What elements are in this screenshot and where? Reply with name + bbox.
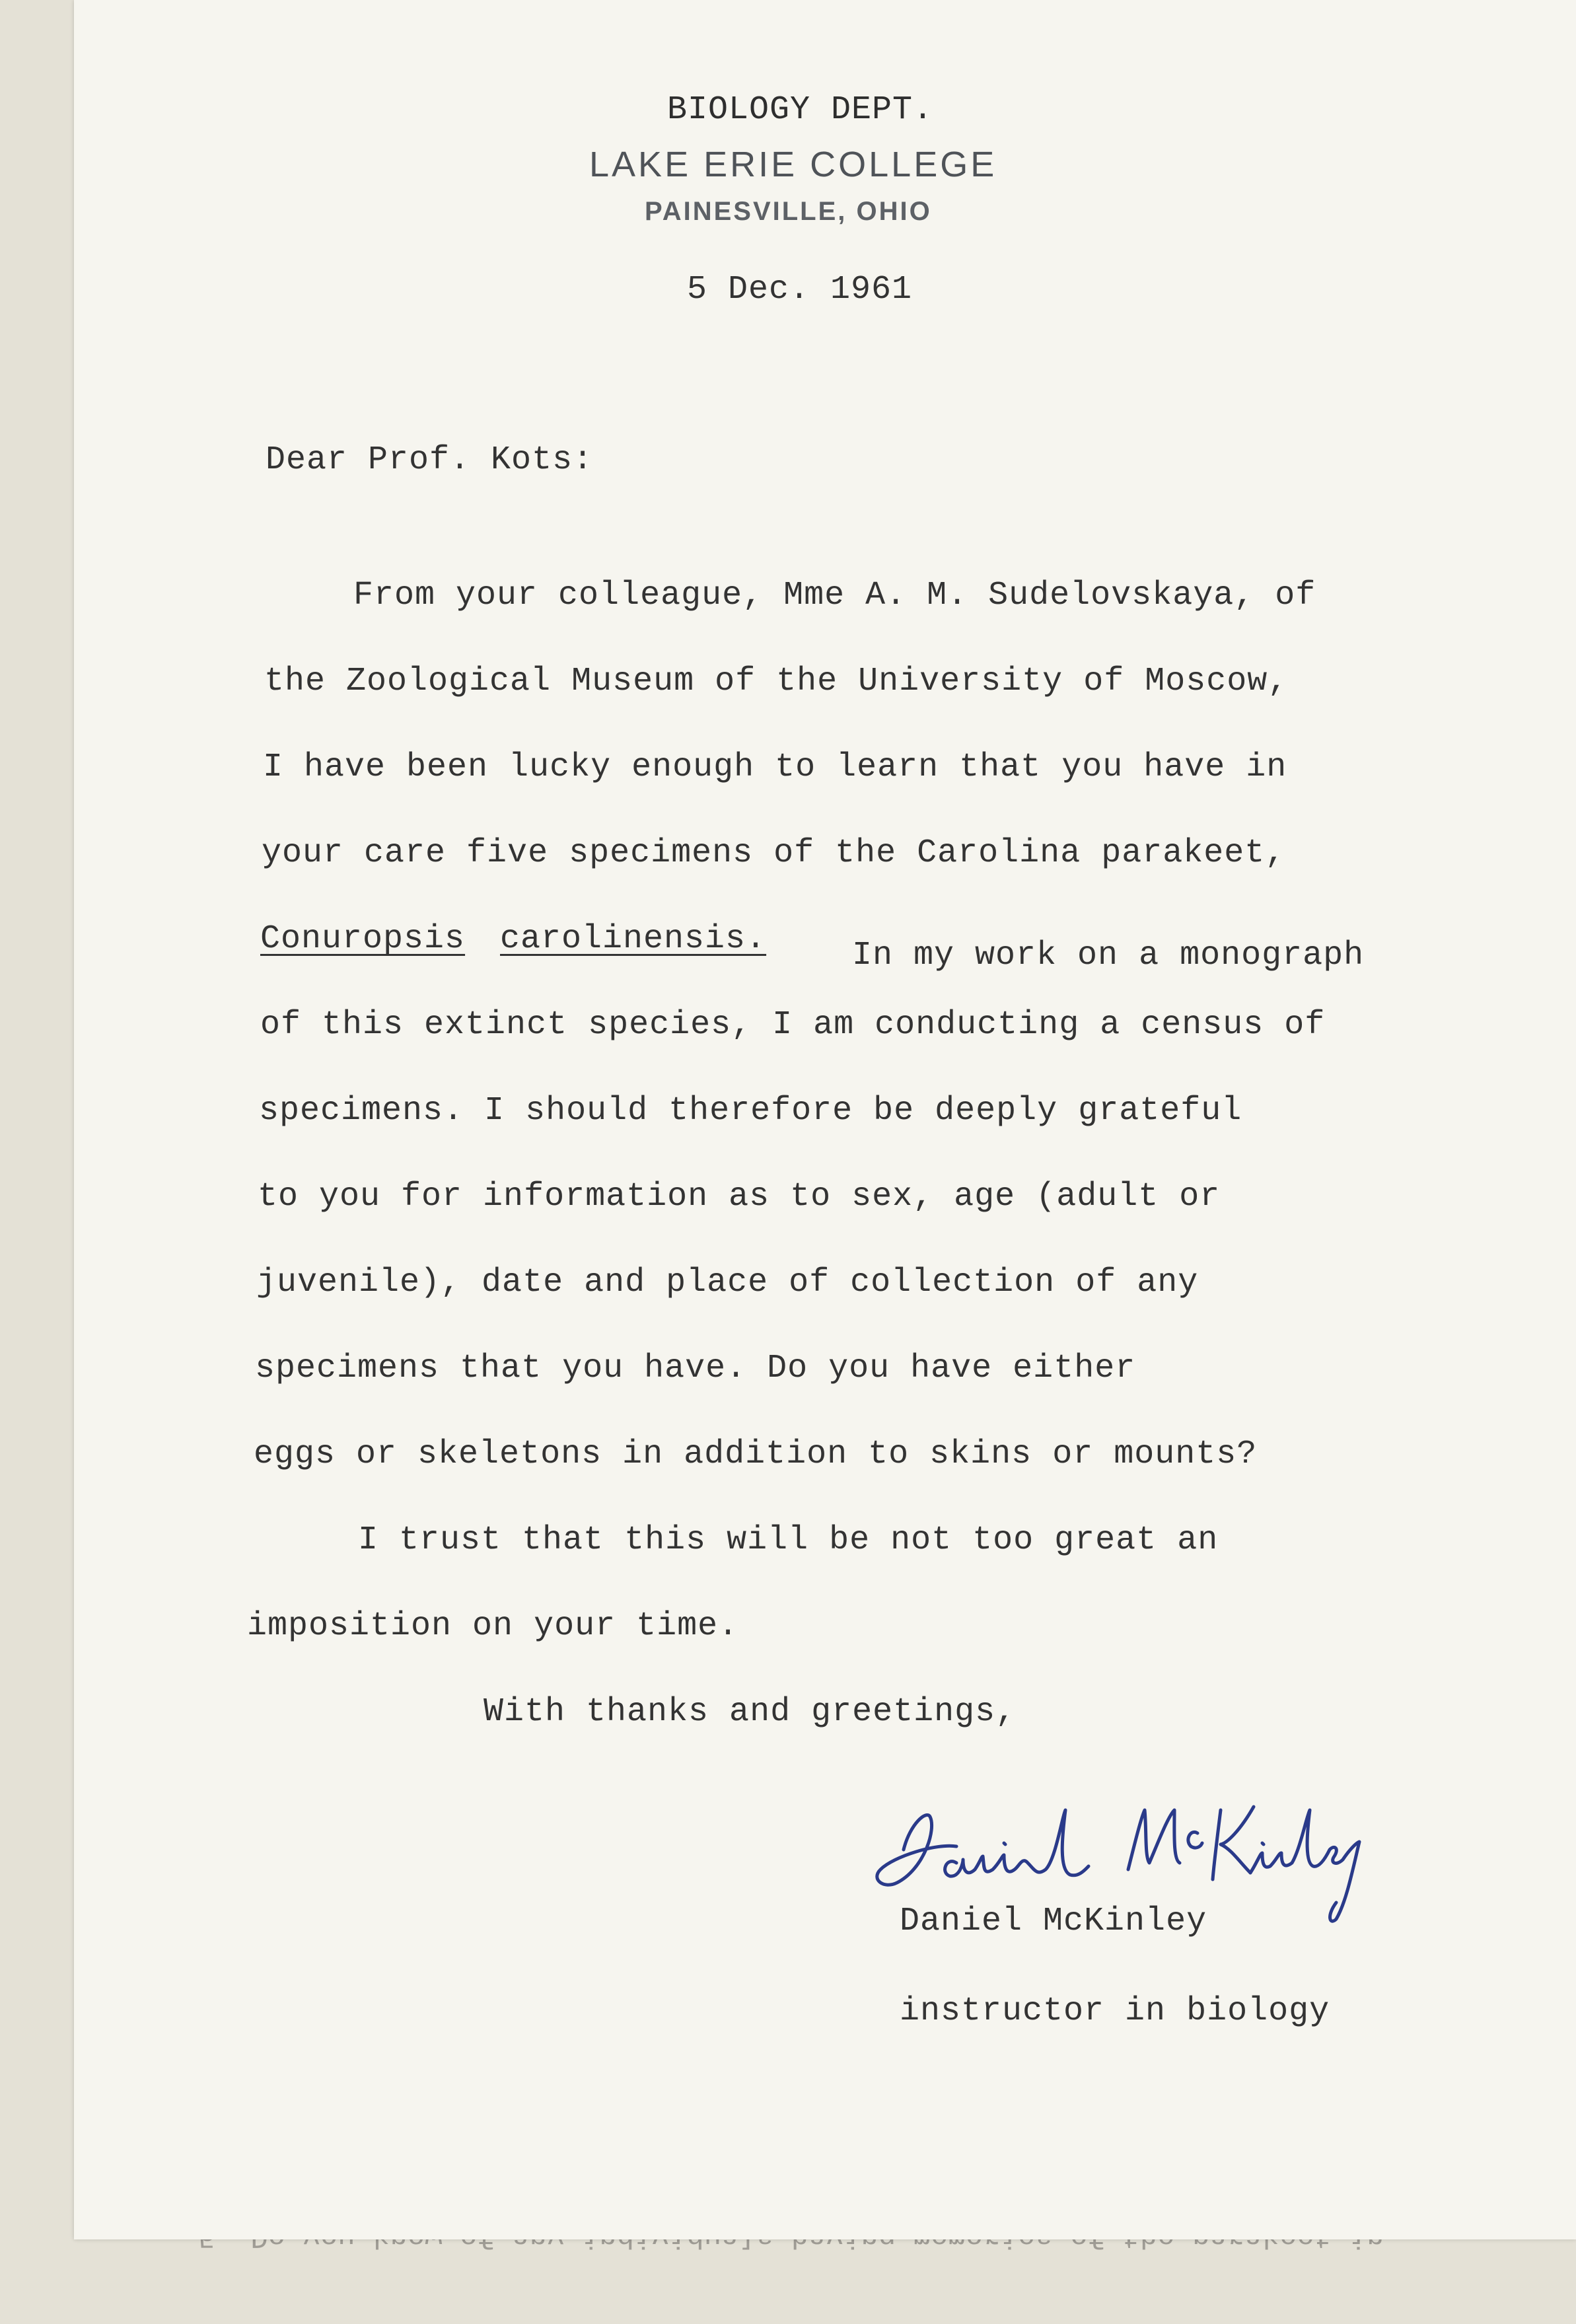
body-line: specimens that you have. Do you have either [255,1350,1136,1387]
body-line: eggs or skeletons in addition to skins or mounts? [254,1435,1258,1473]
letterhead-college: LAKE ERIE COLLEGE [589,145,997,184]
letter-date: 5 Dec. 1961 [687,271,913,309]
body-line: your care five specimens of the Carolina parakeet, [262,834,1286,872]
closing: With thanks and greetings, [484,1693,1017,1731]
body-line: imposition on your time. [247,1607,739,1645]
salutation: Dear Prof. Kots: [266,441,594,479]
species-genus: Conuropsis [260,920,466,958]
species-epithet: carolinensis. [500,920,767,958]
letter-page [74,0,1576,2239]
body-line: I trust that this will be not too great an [358,1521,1219,1559]
letterhead-department: BIOLOGY DEPT. [667,91,934,129]
body-line: In my work on a monograph [852,937,1365,974]
signer-title: instructor in biology [900,1992,1330,2030]
body-line: to you for information as to sex, age (adult or [258,1178,1221,1216]
signer-name: Daniel McKinley [900,1903,1207,1940]
body-line: I have been lucky enough to learn that you have in [263,748,1287,786]
body-line: the Zoological Museum of the University of Moscow, [264,663,1289,700]
body-line: From your colleague, Mme A. M. Sudelovskaya, of [353,577,1316,614]
body-line: of this extinct species, I am conducting a census of [260,1006,1326,1044]
body-line: specimens. I should therefore be deeply grateful [259,1092,1242,1130]
body-line: juvenile), date and place of collection of any [256,1264,1199,1301]
letterhead-location: PAINESVILLE, OHIO [645,197,932,226]
